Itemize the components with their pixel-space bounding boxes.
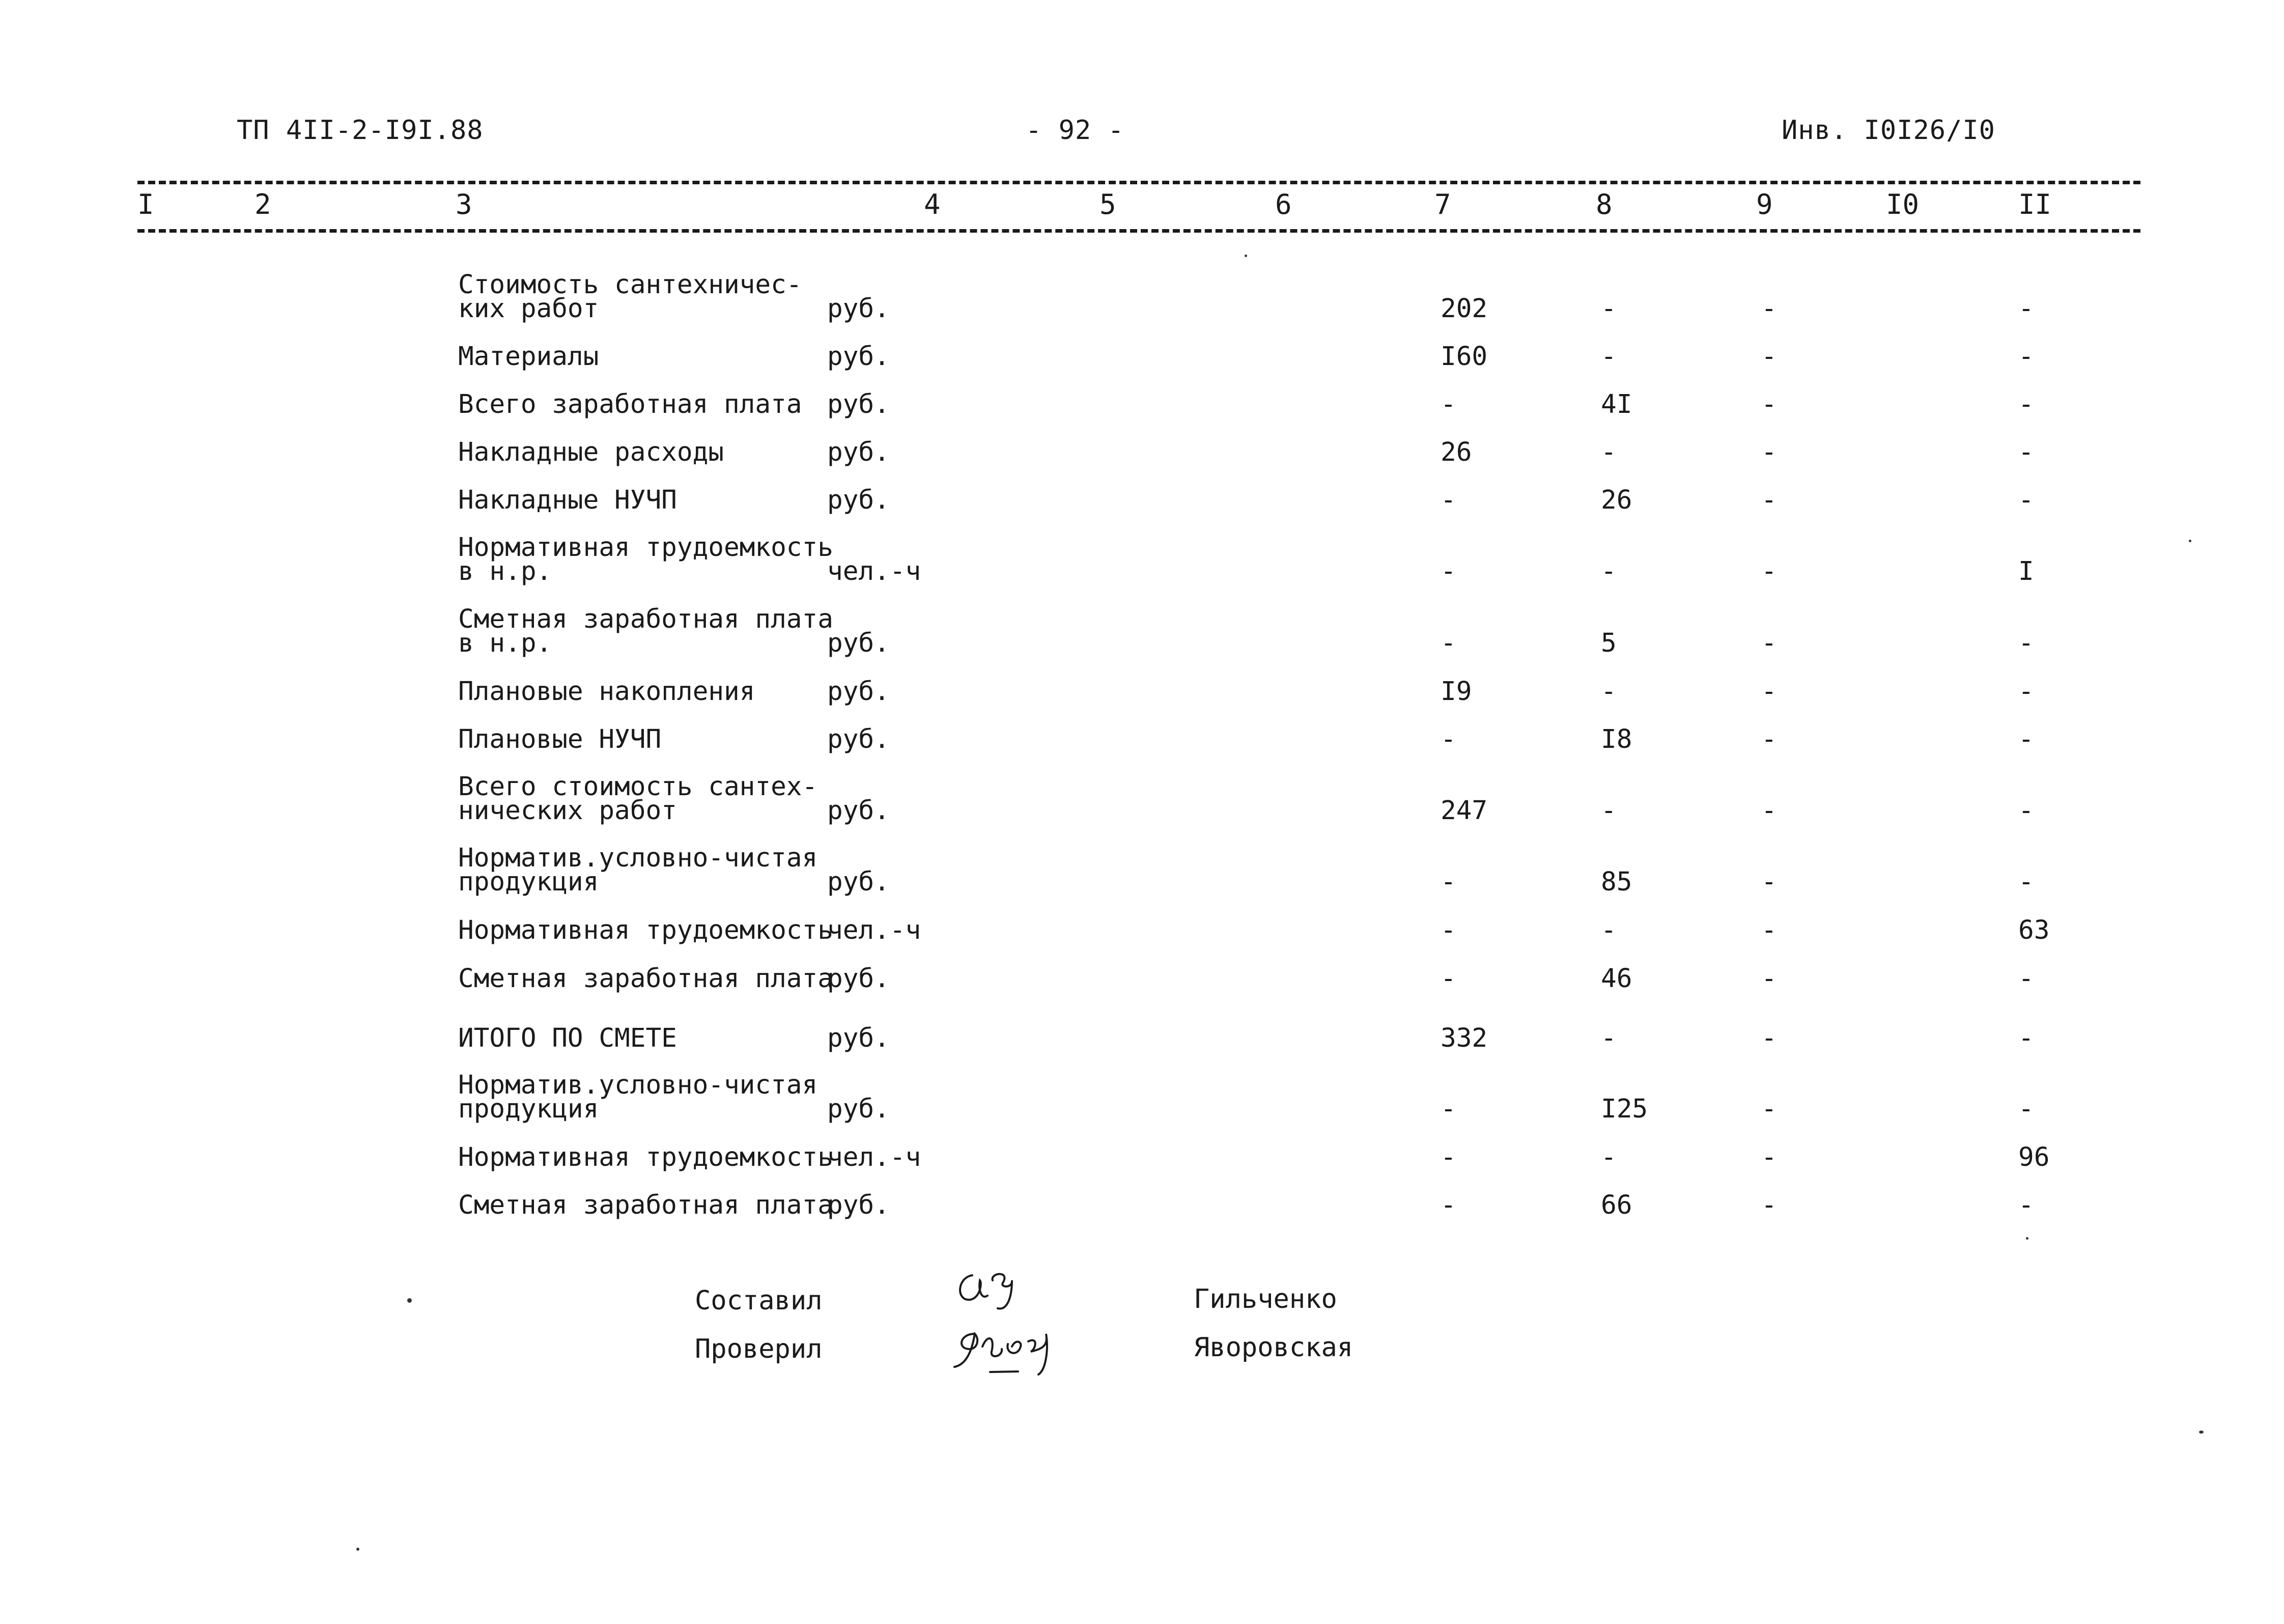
table-row bbox=[0, 485, 2284, 515]
row-col9: - bbox=[1761, 437, 1777, 467]
row-col8: - bbox=[1601, 342, 1617, 372]
row-col7: I9 bbox=[1441, 677, 1472, 707]
row-col8: - bbox=[1601, 1023, 1617, 1053]
column-number-1: I bbox=[137, 188, 154, 220]
row-col9: - bbox=[1761, 294, 1777, 324]
row-label: Материалы bbox=[458, 342, 599, 372]
row-col11: - bbox=[2018, 964, 2034, 994]
scan-speck bbox=[2189, 540, 2191, 542]
row-unit: чел.-ч bbox=[827, 915, 921, 945]
row-col11: - bbox=[2018, 1094, 2034, 1124]
column-number-8: 8 bbox=[1596, 188, 1613, 220]
row-col8: 4I bbox=[1601, 389, 1632, 419]
row-label-line: Стоимость сантехничес- bbox=[458, 270, 802, 300]
header-rule-bottom bbox=[137, 229, 2140, 233]
row-col8: I8 bbox=[1601, 724, 1632, 754]
row-col7: - bbox=[1441, 1190, 1456, 1220]
row-col8: - bbox=[1601, 915, 1617, 945]
row-col8: - bbox=[1601, 294, 1617, 324]
checked-by-name: Яворовская bbox=[1194, 1332, 1354, 1363]
row-col9: - bbox=[1761, 1023, 1777, 1053]
row-unit: руб. bbox=[827, 796, 890, 826]
row-col7: - bbox=[1441, 724, 1456, 754]
column-number-4: 4 bbox=[924, 188, 941, 220]
row-col11: - bbox=[2018, 389, 2034, 419]
row-label bbox=[458, 604, 833, 658]
row-label: Нормативная трудоемкость bbox=[458, 1142, 833, 1172]
row-unit: руб. bbox=[827, 1190, 890, 1220]
row-col9: - bbox=[1761, 556, 1777, 586]
row-label-line: в н.р. bbox=[458, 628, 552, 658]
row-col11: - bbox=[2018, 1190, 2034, 1220]
row-unit: руб. bbox=[827, 964, 890, 994]
row-unit: руб. bbox=[827, 294, 890, 324]
row-col8: - bbox=[1601, 677, 1617, 707]
scan-speck bbox=[2199, 1431, 2204, 1434]
row-label: Накладные расходы bbox=[458, 437, 724, 467]
scan-speck bbox=[1245, 255, 1247, 257]
row-col7: - bbox=[1441, 1142, 1456, 1172]
table-row bbox=[0, 1070, 2284, 1124]
row-label-line: продукция bbox=[458, 867, 599, 897]
row-col11: - bbox=[2018, 796, 2034, 826]
row-unit: руб. bbox=[827, 1094, 890, 1124]
compiled-by-name: Гильченко bbox=[1194, 1284, 1337, 1314]
row-unit: руб. bbox=[827, 628, 890, 658]
row-col9: - bbox=[1761, 677, 1777, 707]
scan-speck bbox=[356, 1548, 359, 1551]
row-col7: - bbox=[1441, 915, 1456, 945]
row-col9: - bbox=[1761, 1094, 1777, 1124]
row-col7: I60 bbox=[1441, 342, 1488, 372]
table-row bbox=[0, 437, 2284, 467]
row-unit: руб. bbox=[827, 677, 890, 707]
table-row bbox=[0, 533, 2284, 586]
row-col9: - bbox=[1761, 964, 1777, 994]
row-label: Плановые НУЧП bbox=[458, 724, 662, 754]
checker-signature bbox=[947, 1319, 1064, 1385]
row-label-line: ких работ bbox=[458, 294, 599, 324]
row-label-line: в н.р. bbox=[458, 556, 552, 586]
row-label: Всего заработная плата bbox=[458, 389, 802, 419]
row-label-line: Всего стоимость сантех- bbox=[458, 772, 818, 802]
column-number-7: 7 bbox=[1434, 188, 1451, 220]
row-col8: 85 bbox=[1601, 867, 1632, 897]
row-col8: - bbox=[1601, 1142, 1617, 1172]
inventory-number: Инв. I0I26/I0 bbox=[1782, 115, 1995, 146]
row-col7: 202 bbox=[1441, 294, 1488, 324]
compiler-signature bbox=[952, 1260, 1038, 1316]
row-col7: - bbox=[1441, 485, 1456, 515]
row-col7: - bbox=[1441, 556, 1456, 586]
table-row bbox=[0, 1190, 2284, 1220]
row-col8: - bbox=[1601, 796, 1617, 826]
column-number-6: 6 bbox=[1275, 188, 1292, 220]
table-row bbox=[0, 915, 2284, 945]
table-row bbox=[0, 604, 2284, 658]
row-label bbox=[458, 843, 818, 897]
row-col11: - bbox=[2018, 628, 2034, 658]
row-unit: чел.-ч bbox=[827, 1142, 921, 1172]
row-col11: 96 bbox=[2018, 1142, 2050, 1172]
row-label-line: Нормативная трудоемкость bbox=[458, 533, 833, 563]
column-number-9: 9 bbox=[1756, 188, 1773, 220]
row-col9: - bbox=[1761, 796, 1777, 826]
row-col8: - bbox=[1601, 437, 1617, 467]
row-col9: - bbox=[1761, 1190, 1777, 1220]
row-col11: - bbox=[2018, 1023, 2034, 1053]
row-col7: - bbox=[1441, 1094, 1456, 1124]
row-col8: - bbox=[1601, 556, 1617, 586]
row-col11: 63 bbox=[2018, 915, 2050, 945]
scan-speck bbox=[407, 1298, 412, 1303]
checked-by-label: Проверил bbox=[695, 1334, 823, 1364]
row-unit: руб. bbox=[827, 1023, 890, 1053]
row-col9: - bbox=[1761, 628, 1777, 658]
row-col11: - bbox=[2018, 677, 2034, 707]
row-col8: 26 bbox=[1601, 485, 1632, 515]
row-label: ИТОГО ПО СМЕТЕ bbox=[458, 1023, 677, 1053]
row-col11: - bbox=[2018, 867, 2034, 897]
row-unit: руб. bbox=[827, 437, 890, 467]
row-label-line: Норматив.условно-чистая bbox=[458, 843, 818, 873]
column-number-11: II bbox=[2018, 188, 2052, 220]
row-col11: - bbox=[2018, 724, 2034, 754]
row-col11: - bbox=[2018, 342, 2034, 372]
row-label bbox=[458, 772, 818, 826]
row-col8: 66 bbox=[1601, 1190, 1632, 1220]
row-col9: - bbox=[1761, 1142, 1777, 1172]
row-label bbox=[458, 270, 814, 324]
row-col8: 46 bbox=[1601, 964, 1632, 994]
row-col7: 26 bbox=[1441, 437, 1472, 467]
row-col8: 5 bbox=[1601, 628, 1617, 658]
row-label-line: Норматив.условно-чистая bbox=[458, 1070, 818, 1100]
row-col9: - bbox=[1761, 342, 1777, 372]
row-col9: - bbox=[1761, 915, 1777, 945]
row-col9: - bbox=[1761, 389, 1777, 419]
row-unit: чел.-ч bbox=[827, 556, 921, 586]
row-label bbox=[458, 1070, 818, 1124]
row-unit: руб. bbox=[827, 485, 890, 515]
column-number-10: I0 bbox=[1886, 188, 1920, 220]
row-label-line: продукция bbox=[458, 1094, 599, 1124]
row-col11: I bbox=[2018, 556, 2034, 586]
row-col7: - bbox=[1441, 628, 1456, 658]
row-col11: - bbox=[2018, 485, 2034, 515]
column-number-3: 3 bbox=[456, 188, 472, 220]
doc-code: ТП 4II-2-I9I.88 bbox=[237, 115, 484, 146]
table-row bbox=[0, 1023, 2284, 1053]
column-number-2: 2 bbox=[255, 188, 271, 220]
scan-speck bbox=[2026, 1237, 2028, 1240]
row-col7: - bbox=[1441, 964, 1456, 994]
row-label: Сметная заработная плата bbox=[458, 964, 833, 994]
row-label: Сметная заработная плата bbox=[458, 1190, 833, 1220]
page-number: - 92 - bbox=[1026, 115, 1124, 146]
row-col11: - bbox=[2018, 294, 2034, 324]
row-unit: руб. bbox=[827, 724, 890, 754]
row-unit: руб. bbox=[827, 389, 890, 419]
row-unit: руб. bbox=[827, 342, 890, 372]
row-label-line: нических работ bbox=[458, 796, 677, 826]
row-label: Нормативная трудоемкость bbox=[458, 915, 833, 945]
table-row bbox=[0, 724, 2284, 754]
row-unit: руб. bbox=[827, 867, 890, 897]
column-number-5: 5 bbox=[1099, 188, 1116, 220]
table-row bbox=[0, 389, 2284, 419]
row-col7: 247 bbox=[1441, 796, 1488, 826]
row-label-line: Сметная заработная плата bbox=[458, 604, 833, 634]
row-label bbox=[458, 533, 833, 586]
row-label: Накладные НУЧП bbox=[458, 485, 677, 515]
row-col9: - bbox=[1761, 485, 1777, 515]
row-label: Плановые накопления bbox=[458, 677, 755, 707]
row-col9: - bbox=[1761, 867, 1777, 897]
row-col7: - bbox=[1441, 867, 1456, 897]
table-row bbox=[0, 1142, 2284, 1172]
row-col7: - bbox=[1441, 389, 1456, 419]
compiled-by-label: Составил bbox=[695, 1285, 823, 1316]
row-col8: I25 bbox=[1601, 1094, 1648, 1124]
row-col7: 332 bbox=[1441, 1023, 1488, 1053]
row-col9: - bbox=[1761, 724, 1777, 754]
header-rule-top bbox=[137, 181, 2140, 184]
row-col11: - bbox=[2018, 437, 2034, 467]
